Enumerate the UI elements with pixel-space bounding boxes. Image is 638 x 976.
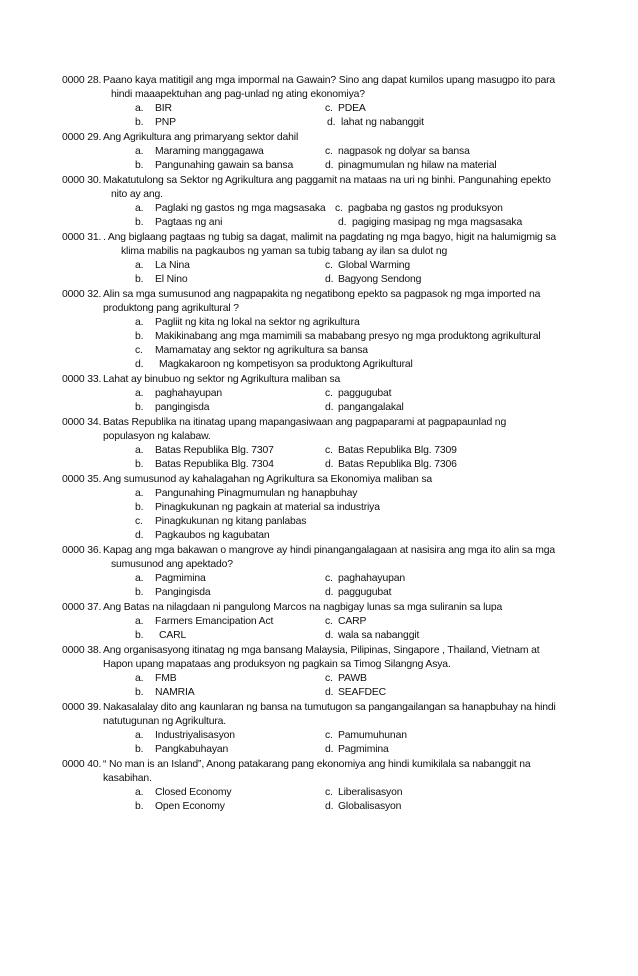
option-33-a-letter: a. xyxy=(135,388,144,399)
option-32-b: Makikinabang ang mga mamimili sa mababang presyo ng mga produktong agrikultural xyxy=(155,331,541,342)
option-36-a: Pagmimina xyxy=(155,573,206,584)
question-37-text: Ang Batas na nilagdaan ni pangulong Marcos na nagbigay lunas sa mga suliranin sa lupa xyxy=(103,602,503,613)
option-38-a: FMB xyxy=(155,673,177,684)
question-31-number: 0000 31. xyxy=(62,232,102,243)
option-34-d: Batas Republika Blg. 7306 xyxy=(338,459,457,470)
option-40-b-letter: b. xyxy=(135,801,144,812)
question-33-number: 0000 33. xyxy=(62,374,102,385)
option-30-c-letter: c. xyxy=(335,203,343,214)
question-39-text-cont: natutugunan ng Agrikultura. xyxy=(103,716,227,727)
question-29-text: Ang Agrikultura ang primaryang sektor dahil xyxy=(103,132,299,143)
option-29-a-letter: a. xyxy=(135,146,144,157)
question-34-text-cont: populasyon ng kalabaw. xyxy=(103,431,211,442)
option-34-b-letter: b. xyxy=(135,459,144,470)
option-33-c: paggugubat xyxy=(338,388,392,399)
option-39-c-letter: c. xyxy=(325,730,333,741)
option-38-c-letter: c. xyxy=(325,673,333,684)
option-38-b: NAMRIA xyxy=(155,687,195,698)
option-33-b-letter: b. xyxy=(135,402,144,413)
option-32-c-letter: c. xyxy=(135,345,143,356)
option-29-a: Maraming manggagawa xyxy=(155,146,264,157)
option-30-b-letter: b. xyxy=(135,217,144,228)
question-40-text-cont: kasabihan. xyxy=(103,773,152,784)
question-33-text: Lahat ay binubuo ng sektor ng Agrikultura maliban sa xyxy=(103,374,341,385)
option-33-c-letter: c. xyxy=(325,388,333,399)
option-37-c: CARP xyxy=(338,616,367,627)
option-34-d-letter: d. xyxy=(325,459,334,470)
option-36-d-letter: d. xyxy=(325,587,334,598)
question-38-number: 0000 38. xyxy=(62,645,102,656)
option-30-c: pagbaba ng gastos ng produksyon xyxy=(348,203,503,214)
option-39-d: Pagmimina xyxy=(338,744,389,755)
option-33-d-letter: d. xyxy=(325,402,334,413)
option-37-a: Farmers Emancipation Act xyxy=(155,616,274,627)
option-39-c: Pamumuhunan xyxy=(338,730,407,741)
option-35-c-letter: c. xyxy=(135,516,143,527)
option-38-c: PAWB xyxy=(338,673,367,684)
question-38-text-cont: Hapon upang mapataas ang produksyon ng pagkain sa Timog Silangng Asya. xyxy=(103,659,451,670)
option-34-c: Batas Republika Blg. 7309 xyxy=(338,445,457,456)
option-30-d: pagiging masipag ng mga magsasaka xyxy=(352,217,523,228)
option-36-c: paghahayupan xyxy=(338,573,405,584)
question-40-text: “ No man is an Island”, Anong patakarang pang ekonomiya ang hindi kumikilala sa nabanggit na xyxy=(103,759,531,770)
option-33-a: paghahayupan xyxy=(155,388,222,399)
option-29-c-letter: c. xyxy=(325,146,333,157)
option-31-c: Global Warming xyxy=(338,260,411,271)
question-38-text: Ang organisasyong itinatag ng mga bansang Malaysia, Pilipinas, Singapore , Thailand, Vietnam at xyxy=(103,645,540,656)
option-29-c: nagpasok ng dolyar sa bansa xyxy=(338,146,470,157)
option-35-d: Pagkaubos ng kagubatan xyxy=(155,530,270,541)
question-28-number: 0000 28. xyxy=(62,75,102,86)
option-36-a-letter: a. xyxy=(135,573,144,584)
option-40-c-letter: c. xyxy=(325,787,333,798)
option-32-a-letter: a. xyxy=(135,317,144,328)
question-34-number: 0000 34. xyxy=(62,417,102,428)
option-30-d-letter: d. xyxy=(338,217,347,228)
option-32-c: Mamamatay ang sektor ng agrikultura sa bansa xyxy=(155,345,368,356)
option-38-d: SEAFDEC xyxy=(338,687,387,698)
option-39-b-letter: b. xyxy=(135,744,144,755)
option-28-a-letter: a. xyxy=(135,103,144,114)
option-31-b: El Nino xyxy=(155,274,188,285)
option-28-a: BIR xyxy=(155,103,172,114)
option-40-d-letter: d. xyxy=(325,801,334,812)
option-35-b-letter: b. xyxy=(135,502,144,513)
option-35-c: Pinagkukunan ng kitang panlabas xyxy=(155,516,307,527)
option-30-a-letter: a. xyxy=(135,203,144,214)
option-32-a: Pagliit ng kita ng lokal na sektor ng agrikultura xyxy=(155,317,360,328)
option-40-b: Open Economy xyxy=(155,801,225,812)
option-31-a: La Nina xyxy=(155,260,190,271)
option-28-c: PDEA xyxy=(338,103,366,114)
option-29-d: pinagmumulan ng hilaw na material xyxy=(338,160,497,171)
question-35-number: 0000 35. xyxy=(62,474,102,485)
question-29-number: 0000 29. xyxy=(62,132,102,143)
option-34-b: Batas Republika Blg. 7304 xyxy=(155,459,274,470)
option-36-b-letter: b. xyxy=(135,587,144,598)
option-29-b: Pangunahing gawain sa bansa xyxy=(155,160,294,171)
question-31-text: . Ang biglaang pagtaas ng tubig sa dagat, malimit na pagdating ng mga bagyo, higit na halumigmig sa xyxy=(103,232,557,243)
option-29-d-letter: d. xyxy=(325,160,334,171)
option-28-b: PNP xyxy=(155,117,176,128)
question-31-text-cont: klima mabilis na pagkaubos ng yaman sa tubig tabang ay ilan sa dulot ng xyxy=(121,246,448,257)
question-40-number: 0000 40. xyxy=(62,759,102,770)
option-30-a: Paglaki ng gastos ng mga magsasaka xyxy=(155,203,326,214)
question-32-text: Alin sa mga sumusunod ang nagpapakita ng negatibong epekto sa pagpasok ng mga imported na xyxy=(103,289,541,300)
question-30-text-cont: nito ay ang. xyxy=(111,189,163,200)
option-32-d-letter: d. xyxy=(135,359,144,370)
option-39-a: Industriyalisasyon xyxy=(155,730,235,741)
option-39-b: Pangkabuhayan xyxy=(155,744,229,755)
option-34-a: Batas Republika Blg. 7307 xyxy=(155,445,274,456)
option-39-d-letter: d. xyxy=(325,744,334,755)
option-36-c-letter: c. xyxy=(325,573,333,584)
question-30-number: 0000 30. xyxy=(62,175,102,186)
option-33-d: pangangalakal xyxy=(338,402,404,413)
option-31-c-letter: c. xyxy=(325,260,333,271)
question-32-number: 0000 32. xyxy=(62,289,102,300)
option-28-d: lahat ng nabanggit xyxy=(341,117,424,128)
option-36-b: Pangingisda xyxy=(155,587,211,598)
option-39-a-letter: a. xyxy=(135,730,144,741)
option-38-b-letter: b. xyxy=(135,687,144,698)
option-34-a-letter: a. xyxy=(135,445,144,456)
question-35-text: Ang sumusunod ay kahalagahan ng Agrikultura sa Ekonomiya maliban sa xyxy=(103,474,433,485)
question-36-text: Kapag ang mga bakawan o mangrove ay hindi pinangangalagaan at nasisira ang mga ito alin sa mga xyxy=(103,545,556,556)
option-40-a-letter: a. xyxy=(135,787,144,798)
question-36-text-cont: sumusunod ang apektado? xyxy=(111,559,233,570)
option-40-c: Liberalisasyon xyxy=(338,787,403,798)
question-39-text: Nakasalalay dito ang kaunlaran ng bansa na tumutugon sa pangangailangan sa hanapbuhay na hindi xyxy=(103,702,556,713)
option-31-d-letter: d. xyxy=(325,274,334,285)
option-37-c-letter: c. xyxy=(325,616,333,627)
option-33-b: pangingisda xyxy=(155,402,210,413)
question-28-text: Paano kaya matitigil ang mga impormal na Gawain? Sino ang dapat kumilos upang masugpo ito para xyxy=(103,75,556,86)
question-32-text-cont: produktong pang agrikultural ? xyxy=(103,303,239,314)
option-31-d: Bagyong Sendong xyxy=(338,274,422,285)
option-35-a: Pangunahing Pinagmumulan ng hanapbuhay xyxy=(155,488,358,499)
question-34-text: Batas Republika na itinatag upang mapangasiwaan ang pagpaparami at pagpapaunlad ng xyxy=(103,417,507,428)
option-35-d-letter: d. xyxy=(135,530,144,541)
option-35-b: Pinagkukunan ng pagkain at material sa industriya xyxy=(155,502,380,513)
option-40-d: Globalisasyon xyxy=(338,801,402,812)
option-32-d: Magkakaroon ng kompetisyon sa produktong Agrikultural xyxy=(159,359,413,370)
option-37-a-letter: a. xyxy=(135,616,144,627)
option-28-c-letter: c. xyxy=(325,103,333,114)
option-37-b: CARL xyxy=(159,630,187,641)
option-31-b-letter: b. xyxy=(135,274,144,285)
question-36-number: 0000 36. xyxy=(62,545,102,556)
option-38-a-letter: a. xyxy=(135,673,144,684)
option-37-d-letter: d. xyxy=(325,630,334,641)
option-37-b-letter: b. xyxy=(135,630,144,641)
option-36-d: paggugubat xyxy=(338,587,392,598)
option-28-d-letter: d. xyxy=(327,117,336,128)
option-38-d-letter: d. xyxy=(325,687,334,698)
option-29-b-letter: b. xyxy=(135,160,144,171)
option-28-b-letter: b. xyxy=(135,117,144,128)
question-28-text-cont: hindi maaapektuhan ang pag-unlad ng ating ekonomiya? xyxy=(111,89,365,100)
question-39-number: 0000 39. xyxy=(62,702,102,713)
option-30-b: Pagtaas ng ani xyxy=(155,217,223,228)
option-37-d: wala sa nabanggit xyxy=(338,630,420,641)
option-34-c-letter: c. xyxy=(325,445,333,456)
option-40-a: Closed Economy xyxy=(155,787,232,798)
option-31-a-letter: a. xyxy=(135,260,144,271)
option-32-b-letter: b. xyxy=(135,331,144,342)
option-35-a-letter: a. xyxy=(135,488,144,499)
question-37-number: 0000 37. xyxy=(62,602,102,613)
question-30-text: Makatutulong sa Sektor ng Agrikultura ang paggamit na mataas na uri ng binhi. Pangunahing epekto xyxy=(103,175,551,186)
